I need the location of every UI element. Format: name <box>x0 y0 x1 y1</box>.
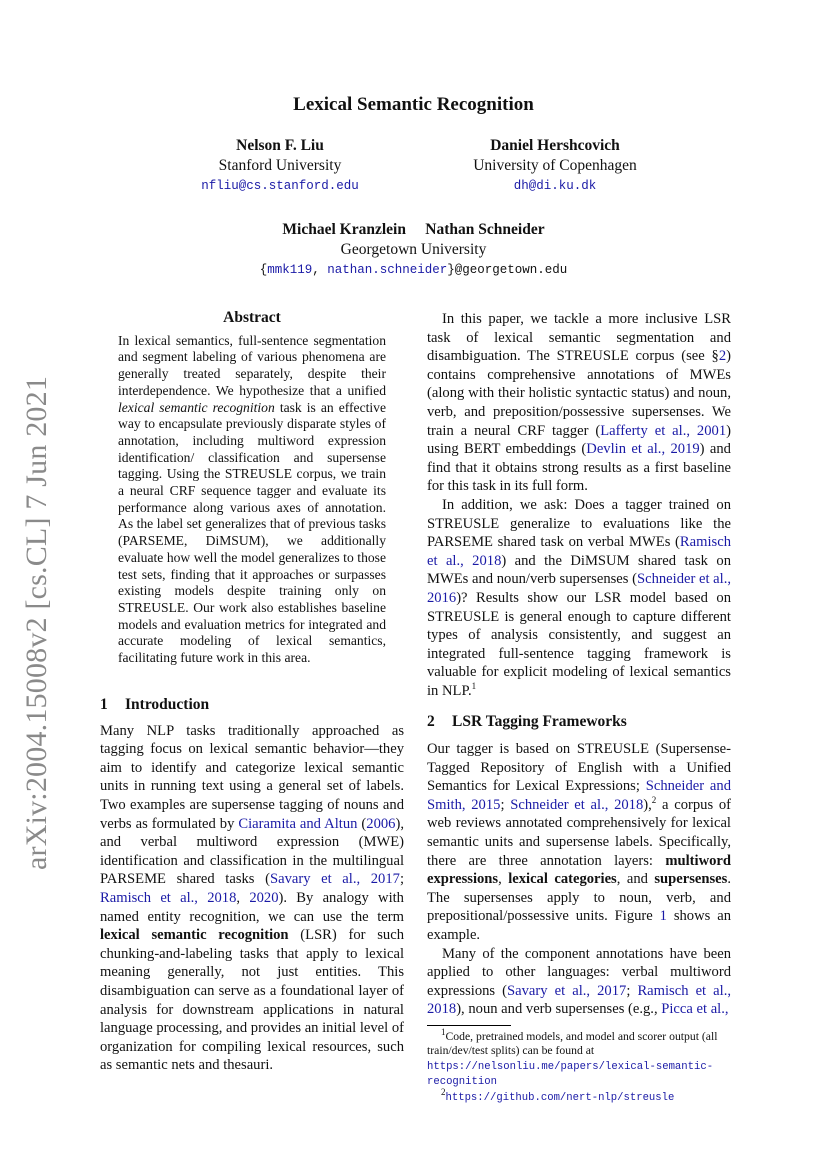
section-number: 2 <box>427 713 435 731</box>
footnote-marker: 1 <box>471 681 477 692</box>
text-run: ) contains comprehensive annotations of MWEs (along with their holistic syntactic status) and noun, verb, and preposition/possessive supersenses. We train a neural CRF tagger ( <box>427 348 731 439</box>
section-introduction <box>100 696 404 1075</box>
citation-link[interactable]: Ciaramita and Altun <box>238 815 358 832</box>
paragraph <box>427 496 731 701</box>
text-run: ; <box>500 796 511 813</box>
bold-term: lexical categories <box>508 871 617 888</box>
text-run: Code, pretrained models, and model and scorer output (all train/dev/test splits) can be found at <box>427 1029 718 1058</box>
text-run: Our tagger is based on STREUSLE (Supersense-Tagged Repository of English with a Unified Semantics for Lexical Expressions; <box>427 741 731 795</box>
citation-link[interactable]: Ramisch et al., 2018 <box>427 534 731 569</box>
citation-link[interactable]: Savary et al., 2017 <box>269 871 400 888</box>
author-block-1 <box>180 136 380 196</box>
citation-link[interactable]: 1 <box>659 908 667 925</box>
author-email[interactable]: nfliu@cs.stanford.edu <box>201 179 359 193</box>
section-heading <box>100 696 404 715</box>
bold-term: lexical semantic recognition <box>100 927 289 944</box>
abstract-heading: Abstract <box>223 309 281 326</box>
paragraph <box>427 945 731 1019</box>
text-run: In lexical semantics, full-sentence segmentation and segment labeling of various phenomena are generally treated separately, despite their interdependence. We hypothesize that a unified <box>118 332 386 398</box>
italic-term: lexical semantic recognition <box>118 399 275 415</box>
footnote <box>427 1027 731 1090</box>
author-block-2 <box>440 136 670 196</box>
paragraph <box>427 310 731 496</box>
text-run: (LSR) for such chunking-and-labeling tasks that apply to lexical meaning generally, not just entities. This disambiguation can serve as a foundational layer of analysis for downstream applications in natural language processing, and provides an initial level of organization for compiling lexical resources, such as semantic nets and thesauri. <box>100 927 405 1074</box>
text-run: In addition, we ask: Does a tagger trained on STREUSLE generalize to evaluations like the PARSEME shared task on verbal MWEs ( <box>427 496 731 551</box>
section-title: LSR Tagging Frameworks <box>452 713 627 731</box>
email-domain: }@georgetown.edu <box>447 263 568 277</box>
email-link[interactable]: nathan.schneider <box>327 263 448 277</box>
right-column <box>427 310 731 1105</box>
section-heading <box>427 713 731 732</box>
abstract <box>118 310 386 667</box>
citation-link[interactable]: Schneider et al., 2016 <box>427 571 731 606</box>
footnote-marker: 2 <box>441 1086 446 1097</box>
text-run: a corpus of web reviews annotated comprehensively for lexical semantic units and supersense labels. Specifically, there are three annotation layers: <box>427 796 731 869</box>
bold-term: supersenses <box>654 871 728 888</box>
email-link[interactable]: mmk119 <box>267 263 313 277</box>
brace: { <box>259 263 268 277</box>
footnote <box>427 1086 731 1105</box>
author-name: Daniel Hershcovich <box>490 137 620 154</box>
citation-link[interactable]: Ramisch et al., 2018 <box>100 889 237 906</box>
author-emails <box>0 260 827 280</box>
citation-link[interactable]: Ramisch et al., 2018 <box>427 982 732 1018</box>
citation-link[interactable]: Lafferty et al., 2001 <box>600 422 727 439</box>
section-title: Introduction <box>125 696 210 713</box>
text-run: shows an example. <box>427 908 731 943</box>
arxiv-identifier-sidebar: arXiv:2004.15008v2 [cs.CL] 7 Jun 2021 <box>20 375 53 870</box>
text-run: ), <box>643 796 652 813</box>
text-run: ), and verbal multiword expression (MWE) identification and classification in the multilingual PARSEME shared tasks ( <box>100 815 404 888</box>
text-run: , <box>236 889 250 906</box>
text-run: . The supersenses apply to noun, verb, and prepositional/possessive units. Figure <box>427 871 731 925</box>
author-affiliation: Stanford University <box>218 157 342 174</box>
text-run: task is an effective way to encapsulate previously disparate styles of annotation, including multiword expression identification/ classification and supersense tagging. Using the STREUSLE corpus, we train a neural CRF sequence tagger and evaluate its performance along various axes of annotation. As the label set generalizes that of previous tasks (PARSEME, DiMSUM), we additionally evaluate how well the model generalizes to those test sets, finding that it approaches or surpasses existing models despite training only on STREUSLE. Our work also establishes baseline models and evaluation metrics for integrated and accurate modeling of lexical semantics, facilitating future work in this area. <box>118 399 386 666</box>
text-run: ; <box>626 982 638 999</box>
citation-link[interactable]: 2020 <box>249 889 279 906</box>
bold-term: multiword expressions <box>427 852 731 888</box>
author-name: Nelson F. Liu <box>236 137 324 154</box>
footnote-rule <box>427 1025 511 1026</box>
footnote-marker: 2 <box>651 794 657 805</box>
author-email[interactable]: dh@di.ku.dk <box>513 179 597 193</box>
citation-link[interactable]: Savary et al., 2017 <box>507 982 627 999</box>
text-run: ) and find that it obtains strong results as a first baseline for this task in its full form. <box>427 441 731 495</box>
text-run: , <box>498 871 509 888</box>
citation-link[interactable]: Devlin et al., 2019 <box>586 441 700 458</box>
footnotes <box>427 1027 731 1105</box>
url-link[interactable]: https://nelsonliu.me/papers/lexical-semantic-recognition <box>427 1060 714 1089</box>
separator: , <box>312 263 328 277</box>
text-run: ( <box>357 815 367 832</box>
abstract-text <box>118 333 386 667</box>
paragraph <box>427 740 731 945</box>
citation-link[interactable]: Picca et al., <box>661 1001 729 1018</box>
text-run: In this paper, we tackle a more inclusive LSR task of lexical semantic segmentation and disambiguation. The STREUSLE corpus (see § <box>427 311 731 365</box>
text-run: ). By analogy with named entity recognition, we can use the term <box>100 889 404 925</box>
text-run: ) and the DiMSUM shared task on MWEs and noun/verb supersenses ( <box>427 552 731 588</box>
section-number: 1 <box>100 696 108 713</box>
citation-link[interactable]: 2006 <box>366 815 396 832</box>
text-run: ) using BERT embeddings ( <box>427 422 731 458</box>
paragraph <box>100 722 404 1075</box>
text-run: )? Results show our LSR model based on STREUSLE is general enough to capture different types of analysis consistently, and suggest an integrated full-sentence tagging framework is valuable for explicit modeling of lexical semantics in NLP. <box>427 589 731 699</box>
author-affiliation: University of Copenhagen <box>473 157 637 174</box>
text-run: ), noun and verb supersenses (e.g., <box>456 1001 662 1018</box>
citation-link[interactable]: 2 <box>718 348 727 365</box>
footnote-marker: 1 <box>441 1027 446 1038</box>
author-names: Michael Kranzlein Nathan Schneider <box>282 221 545 238</box>
author-affiliation: Georgetown University <box>340 241 487 258</box>
text-run: ; <box>399 871 404 888</box>
text-run: Many of the component annotations have been applied to other languages: verbal multiword expressions ( <box>427 945 731 999</box>
text-run: Many NLP tasks traditionally approached as tagging focus on lexical semantic behavior—they aim to identify and categorize lexical semantic units in running text using a general set of labels. Two examples are supersense tagging of nouns and verbs as formulated by <box>100 722 404 832</box>
url-link[interactable]: https://github.com/nert-nlp/streusle <box>445 1091 675 1104</box>
text-run: , and <box>616 871 655 888</box>
paper-title: Lexical Semantic Recognition <box>293 94 534 115</box>
citation-link[interactable]: Schneider and Smith, 2015 <box>427 778 732 813</box>
author-block-3 <box>0 220 827 280</box>
citation-link[interactable]: Schneider et al., 2018 <box>510 796 644 813</box>
